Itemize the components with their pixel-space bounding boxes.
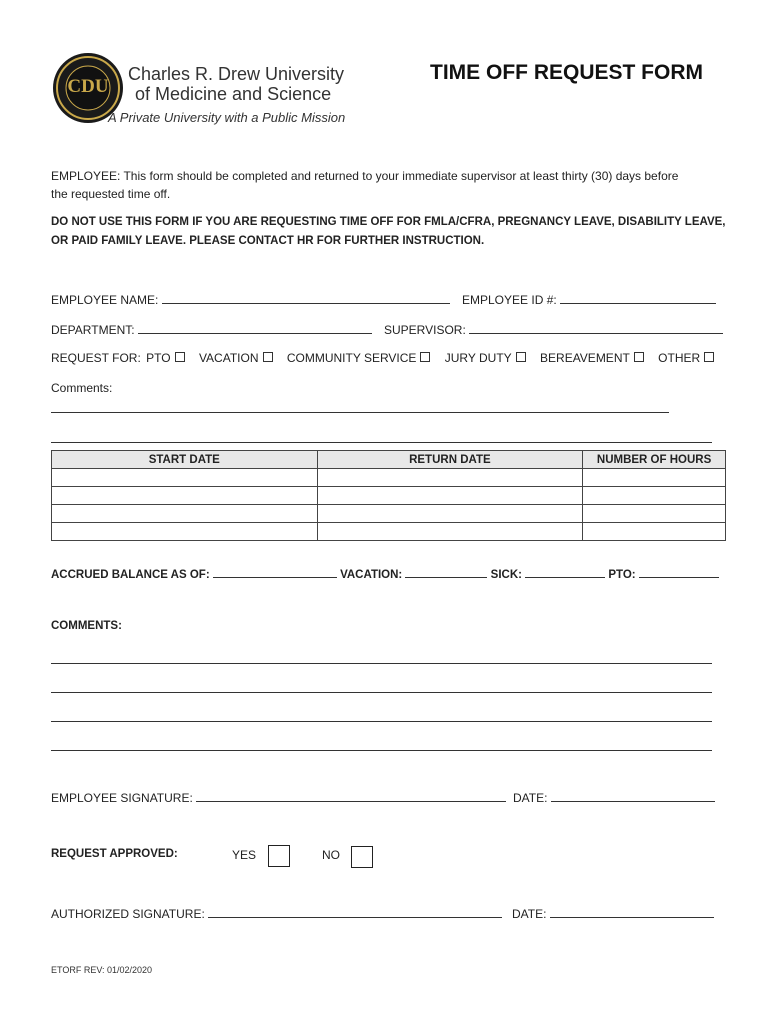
option-vacation[interactable]: VACATION [199, 351, 273, 365]
supervisor-label: SUPERVISOR: [384, 323, 466, 337]
community-service-checkbox[interactable] [420, 352, 430, 362]
accrued-balance-date-input[interactable] [213, 566, 337, 578]
request-approved-label: REQUEST APPROVED: [51, 848, 178, 860]
comments-label: Comments: [51, 381, 113, 395]
return-date-header: RETURN DATE [317, 451, 583, 469]
start-date-cell[interactable] [52, 523, 318, 541]
request-for-row [51, 351, 741, 365]
form-title: TIME OFF REQUEST FORM [430, 61, 703, 84]
comments-section-line-1[interactable] [51, 663, 712, 664]
option-bereavement[interactable]: BEREAVEMENT [540, 351, 644, 365]
accrued-balance-label: ACCRUED BALANCE AS OF: [51, 569, 210, 581]
employee-instruction: EMPLOYEE: This form should be completed and returned to your immediate supervisor at least thirty (30) days before [51, 169, 679, 183]
pto-balance-label: PTO: [608, 569, 636, 581]
comments-heading: COMMENTS: [51, 620, 122, 632]
request-for-label: REQUEST FOR: [51, 351, 141, 365]
comments-section-line-3[interactable] [51, 721, 712, 722]
authorized-signature-row [51, 906, 502, 921]
return-date-cell[interactable] [317, 523, 583, 541]
table-row [52, 523, 726, 541]
pto-balance-input[interactable] [639, 566, 719, 578]
logo-initials: CDU [67, 76, 109, 97]
yes-label: YES [232, 848, 257, 862]
start-date-cell[interactable] [52, 487, 318, 505]
vacation-balance-label: VACATION: [340, 569, 403, 581]
department-input[interactable] [138, 322, 372, 334]
start-date-cell[interactable] [52, 469, 318, 487]
accrued-balance-row [51, 566, 719, 581]
return-date-cell[interactable] [317, 487, 583, 505]
comments-line-1[interactable] [51, 412, 669, 413]
comments-section-line-4[interactable] [51, 750, 712, 751]
employee-id-row [462, 292, 716, 307]
employee-date-input[interactable] [551, 790, 715, 802]
employee-id-label: EMPLOYEE ID #: [462, 293, 557, 307]
option-other[interactable]: OTHER [658, 351, 714, 365]
hours-cell[interactable] [583, 505, 726, 523]
employee-signature-row [51, 790, 506, 805]
start-date-header: START DATE [52, 451, 318, 469]
option-pto[interactable]: PTO [146, 351, 184, 365]
department-label: DEPARTMENT: [51, 323, 135, 337]
hours-cell[interactable] [583, 487, 726, 505]
employee-name-input[interactable] [162, 292, 450, 304]
number-of-hours-header: NUMBER OF HOURS [583, 451, 726, 469]
university-tagline: A Private University with a Public Mission [108, 110, 346, 125]
option-jury-duty[interactable]: JURY DUTY [445, 351, 526, 365]
vacation-checkbox[interactable] [263, 352, 273, 362]
authorized-date-label: DATE: [512, 907, 547, 921]
university-name-line1: Charles R. Drew University [128, 64, 345, 84]
bereavement-checkbox[interactable] [634, 352, 644, 362]
start-date-cell[interactable] [52, 505, 318, 523]
supervisor-input[interactable] [469, 322, 723, 334]
table-row [52, 469, 726, 487]
employee-date-label: DATE: [513, 791, 548, 805]
authorized-date-input[interactable] [550, 906, 714, 918]
authorized-signature-input[interactable] [208, 906, 502, 918]
table-row [52, 487, 726, 505]
other-checkbox[interactable] [704, 352, 714, 362]
dates-table [51, 450, 726, 541]
comments-line-2[interactable] [51, 442, 712, 443]
vacation-balance-input[interactable] [405, 566, 487, 578]
employee-signature-label: EMPLOYEE SIGNATURE: [51, 791, 193, 805]
employee-signature-input[interactable] [196, 790, 506, 802]
authorized-signature-label: AUTHORIZED SIGNATURE: [51, 907, 205, 921]
hours-cell[interactable] [583, 469, 726, 487]
no-label: NO [322, 848, 340, 862]
warning-line-1: DO NOT USE THIS FORM IF YOU ARE REQUESTING TIME OFF FOR FMLA/CFRA, PREGNANCY LEAVE, DISABILITY LEAVE, [51, 216, 726, 228]
employee-id-input[interactable] [560, 292, 716, 304]
authorized-date-row [512, 906, 714, 921]
pto-checkbox[interactable] [175, 352, 185, 362]
university-name-line2: of Medicine and Science [135, 84, 332, 104]
table-header-row [52, 451, 726, 469]
supervisor-row [384, 322, 723, 337]
employee-name-label: EMPLOYEE NAME: [51, 293, 159, 307]
jury-duty-checkbox[interactable] [516, 352, 526, 362]
comments-section-line-2[interactable] [51, 692, 712, 693]
employee-instruction-cont: the requested time off. [51, 187, 171, 201]
return-date-cell[interactable] [317, 469, 583, 487]
sick-balance-label: SICK: [490, 569, 522, 581]
table-row [52, 505, 726, 523]
employee-date-row [513, 790, 715, 805]
department-row [51, 322, 372, 337]
return-date-cell[interactable] [317, 505, 583, 523]
hours-cell[interactable] [583, 523, 726, 541]
form-revision-footer: ETORF REV: 01/02/2020 [51, 965, 153, 975]
yes-checkbox[interactable] [268, 845, 290, 867]
warning-line-2: OR PAID FAMILY LEAVE. PLEASE CONTACT HR FOR FURTHER INSTRUCTION. [51, 235, 485, 247]
no-checkbox[interactable] [351, 846, 373, 868]
employee-name-row [51, 292, 450, 307]
sick-balance-input[interactable] [525, 566, 605, 578]
option-community-service[interactable]: COMMUNITY SERVICE [287, 351, 431, 365]
